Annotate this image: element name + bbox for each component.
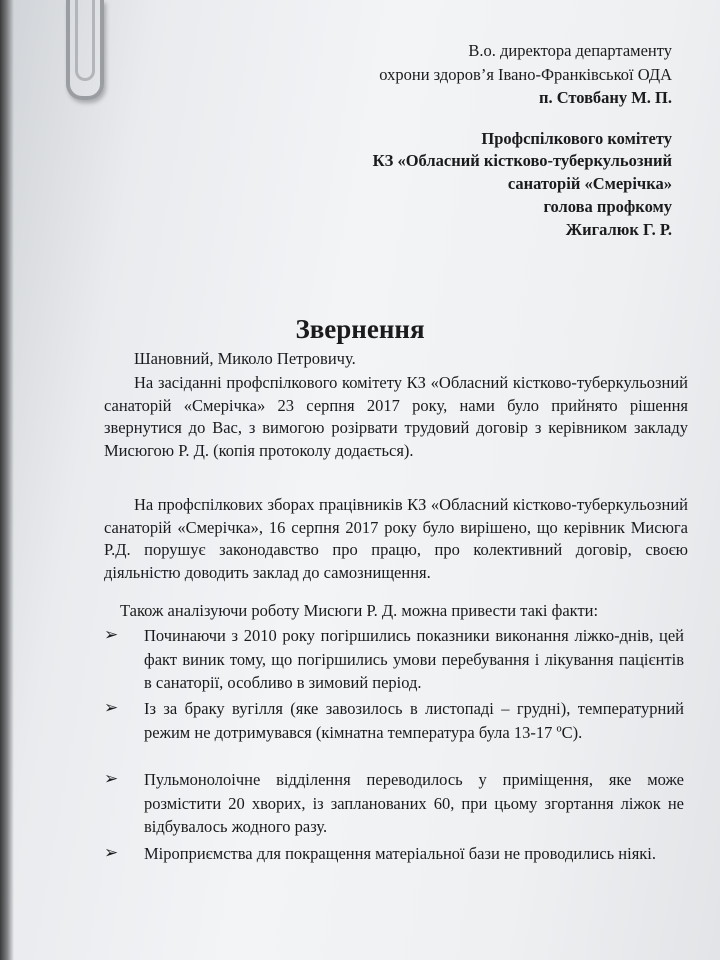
addressee-name: п. Стовбану М. П.	[538, 88, 672, 107]
greeting: Шановний, Миколо Петровичу.	[134, 349, 356, 368]
sender-line-4: голова профкому	[543, 197, 672, 216]
bullet-arrow-icon: ➢	[104, 698, 119, 717]
addressee-line-2: охрони здоров’я Івано-Франківської ОДА	[379, 65, 672, 84]
page-shadow-edge	[0, 0, 14, 960]
sender-line-3: санаторій «Смерічка»	[507, 174, 672, 193]
bullet-arrow-icon: ➢	[104, 625, 119, 644]
paragraph-2	[104, 494, 688, 584]
addressee-line-1: В.о. директора департаменту	[468, 41, 672, 60]
bullet-arrow-icon: ➢	[104, 769, 119, 788]
paragraph-1-text: На засіданні профспілкового комітету КЗ «Обласний кістково-туберкульозний санаторій «Смерічка» 23 серпня 2017 року, нами було прийнято рішення звернутися до Вас, з вимогою розірвати трудовий договір з керівником закладу Мисюгою Р. Д. (копія протоколу додається).	[104, 373, 688, 460]
document-title: Звернення	[295, 314, 425, 344]
sender-name: Жигалюк Г. Р.	[565, 220, 672, 239]
paper-clip-inner	[75, 0, 95, 81]
fact-item-2: Із за браку вугілля (яке завозилось в листопаді – грудні), температурний режим не дотримувався (кімнатна температура була 13-17 ºС).	[144, 699, 684, 742]
sender-line-1: Профспілкового комітету	[481, 129, 672, 148]
fact-item-1: Починаючи з 2010 року погіршились показники виконання ліжко-днів, цей факт виник тому, що погіршились умови перебування і лікування пацієнтів в санаторії, особливо в зимовий період.	[144, 626, 684, 692]
fact-item-3: Пульмонолоічне відділення переводилось у приміщення, яке може розмістити 20 хворих, із запланованих 60, при цьому згортання ліжок не відбувалось жодного разу.	[144, 770, 684, 836]
bullet-arrow-icon: ➢	[104, 843, 119, 862]
paragraph-1	[104, 372, 688, 462]
fact-item-4: Міроприємства для покращення матеріальної бази не проводились ніякі.	[144, 844, 657, 863]
facts-intro: Також аналізуючи роботу Мисюги Р. Д. можна привести такі факти:	[120, 601, 599, 620]
paragraph-2-text: На профспілкових зборах працівників КЗ «Обласний кістково-туберкульозний санаторій «Смерічка», 16 серпня 2017 року було вирішено, що керівник Мисюга Р.Д. порушує законодавство про працю, про колективний договір, своєю діяльністю доводить заклад до самознищення.	[104, 495, 688, 582]
sender-line-2: КЗ «Обласний кістково-туберкульозний	[372, 151, 672, 170]
